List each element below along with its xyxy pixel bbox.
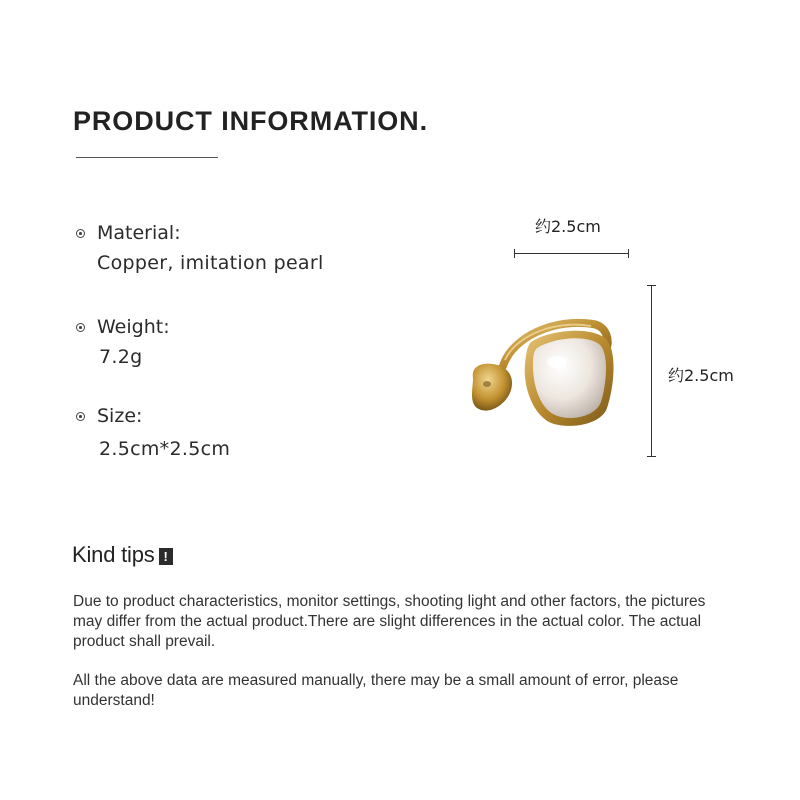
bullet-icon <box>76 412 85 421</box>
kind-tips-paragraph-1: Due to product characteristics, monitor settings, shooting light and other factors, the pictures may differ from the actual product.There are slight differences in the actual color. The actual product shall prevail. <box>73 593 706 650</box>
height-dimension-line <box>651 285 652 457</box>
width-dimension-line <box>514 253 629 254</box>
kind-tips-paragraph-2: All the above data are measured manually, there may be a small amount of error, please understand! <box>73 672 679 709</box>
bullet-icon <box>76 323 85 332</box>
bullet-icon <box>76 229 85 238</box>
page-heading: PRODUCT INFORMATION. <box>73 106 428 136</box>
kind-tips-label: Kind tips <box>72 542 155 567</box>
pearl-ring-image <box>465 312 625 432</box>
spec-value: Copper, imitation pearl <box>97 252 324 274</box>
width-dimension-label: 约2.5cm <box>535 217 601 236</box>
spec-value: 7.2g <box>99 346 143 368</box>
kind-tips-title <box>72 542 173 568</box>
heading-underline <box>76 157 218 158</box>
spec-label: Weight: <box>97 316 170 338</box>
spec-label: Size: <box>97 405 143 427</box>
spec-value: 2.5cm*2.5cm <box>99 438 231 460</box>
height-dimension-label: 约2.5cm <box>668 366 734 385</box>
spec-label: Material: <box>97 222 181 244</box>
exclamation-icon: ! <box>159 548 173 565</box>
